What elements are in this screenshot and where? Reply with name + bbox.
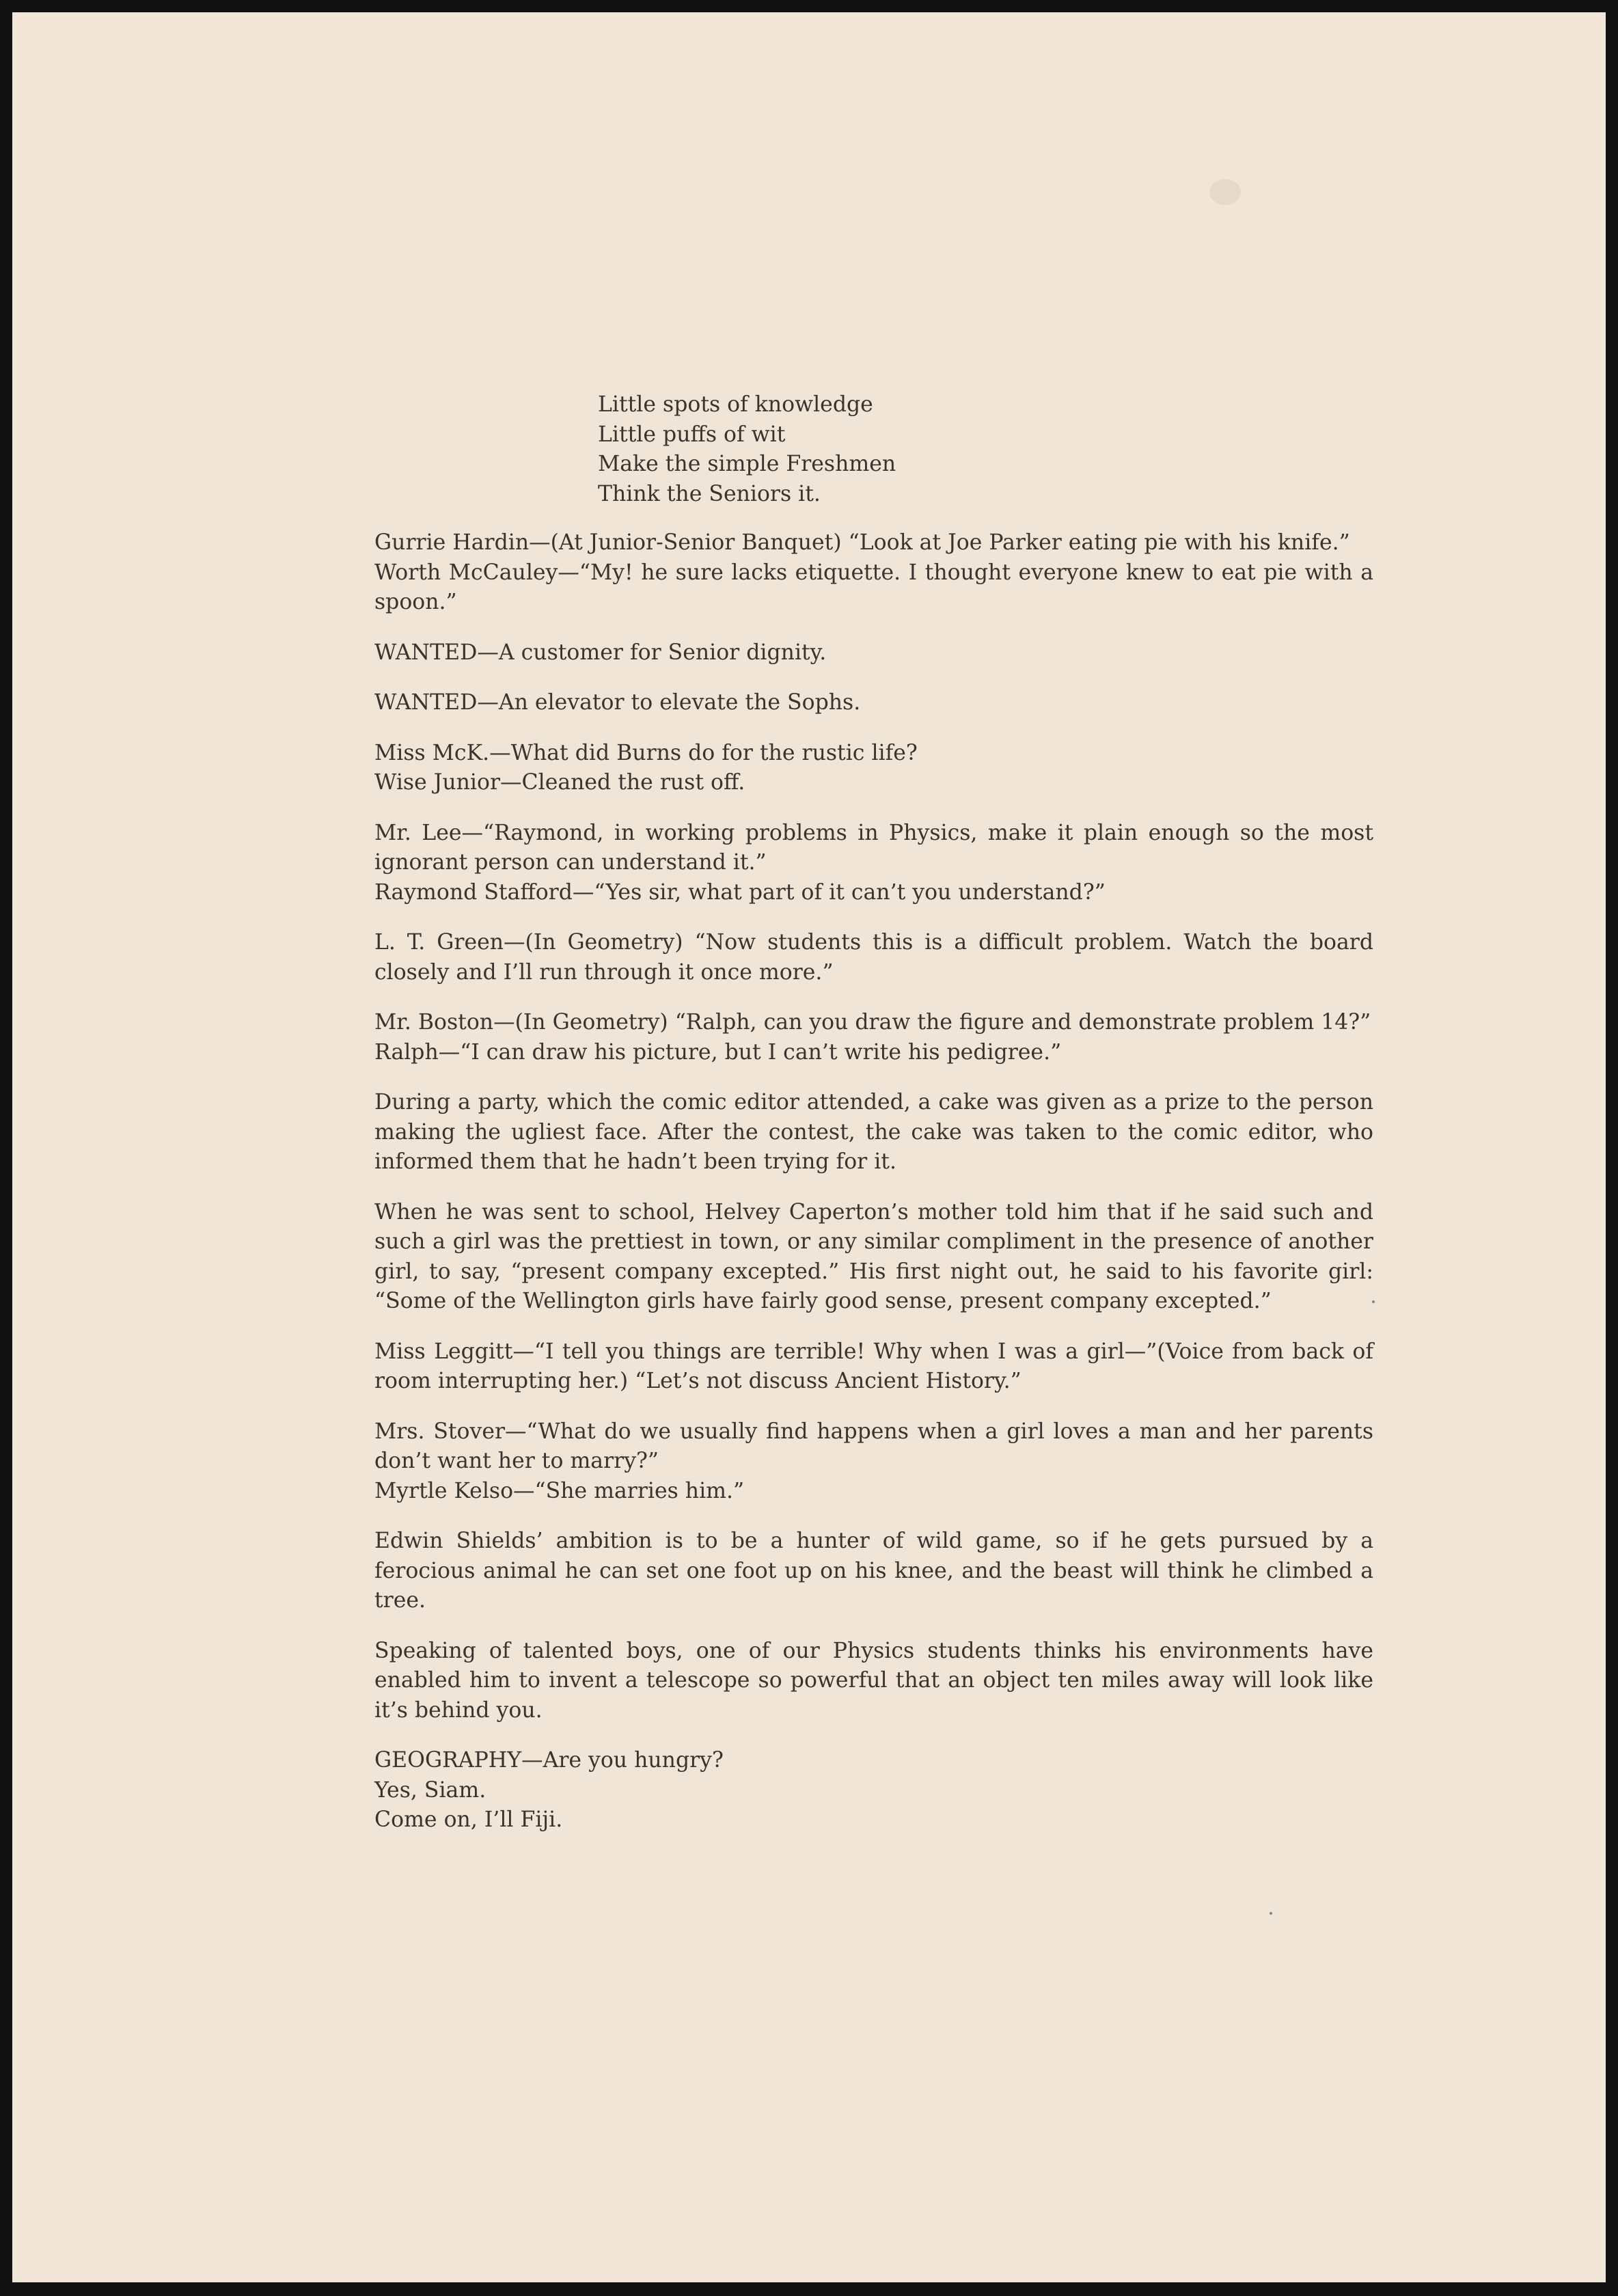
poem-line: Little spots of knowledge: [598, 392, 873, 417]
joke-entry: [374, 1637, 1373, 1726]
poem-line: Think the Seniors it.: [598, 481, 821, 506]
joke-line: Come on, I’ll Fiji.: [374, 1807, 563, 1832]
joke-line: Miss McK.—What did Burns do for the rustic life?: [374, 740, 918, 765]
joke-entry: [374, 1198, 1373, 1317]
joke-entry: [374, 1417, 1373, 1507]
joke-line: WANTED—An elevator to elevate the Sophs.: [374, 690, 861, 715]
joke-line: When he was sent to school, Helvey Caperton’s mother told him that if he said such and such a girl was the prettiest in town, or any similar compliment in the presence of another girl, to say, “present company excepted.” His first night out, he said to his favorite girl: “Some of the Wellington girls have fairly good sense, present company excepted.”: [374, 1199, 1373, 1313]
joke-line: Gurrie Hardin—(At Junior-Senior Banquet) “Look at Joe Parker eating pie with his knife.”: [374, 530, 1350, 555]
joke-entry: [374, 528, 1373, 618]
poem-line: Little puffs of wit: [598, 422, 786, 447]
joke-line: Yes, Siam.: [374, 1777, 486, 1803]
joke-line: Ralph—“I can draw his picture, but I can’t write his pedigree.”: [374, 1039, 1062, 1065]
joke-entry: [374, 1088, 1373, 1177]
joke-line: Miss Leggitt—“I tell you things are terrible! Why when I was a girl—”(Voice from back of room interrupting her.) “Let’s not discuss Ancient History.”: [374, 1339, 1373, 1393]
poem: [598, 390, 1373, 509]
joke-entry: [374, 638, 1373, 668]
joke-entry: [374, 928, 1373, 987]
joke-line: Raymond Stafford—“Yes sir, what part of it can’t you understand?”: [374, 879, 1106, 905]
joke-line: Worth McCauley—“My! he sure lacks etiquette. I thought everyone knew to eat pie with a spoon.”: [374, 560, 1373, 614]
joke-entry: [374, 688, 1373, 718]
joke-line: L. T. Green—(In Geometry) “Now students this is a difficult problem. Watch the board closely and I’ll run through it once more.”: [374, 930, 1373, 985]
document-page: [12, 12, 1606, 2282]
joke-entry: [374, 819, 1373, 908]
paper-speck: [1270, 1912, 1272, 1915]
joke-line: Wise Junior—Cleaned the rust off.: [374, 770, 745, 795]
joke-entry: [374, 739, 1373, 798]
joke-entry: [374, 1337, 1373, 1397]
geography-joke: [374, 1746, 1373, 1835]
jokes-column: [374, 390, 1373, 1856]
joke-line: Mr. Boston—(In Geometry) “Ralph, can you draw the figure and demonstrate problem 14?”: [374, 1010, 1371, 1035]
joke-line: Mrs. Stover—“What do we usually find happens when a girl loves a man and her parents don’t want her to marry?”: [374, 1419, 1373, 1473]
poem-line: Make the simple Freshmen: [598, 452, 896, 476]
joke-line: GEOGRAPHY—Are you hungry?: [374, 1748, 724, 1773]
joke-entry: [374, 1008, 1373, 1067]
joke-line: Myrtle Kelso—“She marries him.”: [374, 1478, 745, 1503]
joke-line: Mr. Lee—“Raymond, in working problems in Physics, make it plain enough so the most ignorant person can understand it.”: [374, 820, 1373, 875]
joke-line: Speaking of talented boys, one of our Physics students thinks his environments have enabled him to invent a telescope so powerful that an object ten miles away will look like it’s behind you.: [374, 1638, 1373, 1723]
joke-entry: [374, 1527, 1373, 1616]
joke-line: Edwin Shields’ ambition is to be a hunter of wild game, so if he gets pursued by a ferocious animal he can set one foot up on his knee, and the beast will think he climbed a tree.: [374, 1529, 1373, 1613]
joke-line: WANTED—A customer for Senior dignity.: [374, 640, 827, 665]
paper-blemish: [1209, 179, 1241, 205]
joke-line: During a party, which the comic editor attended, a cake was given as a prize to the person making the ugliest face. After the contest, the cake was taken to the comic editor, who informed them that he hadn’t been trying for it.: [374, 1090, 1373, 1174]
